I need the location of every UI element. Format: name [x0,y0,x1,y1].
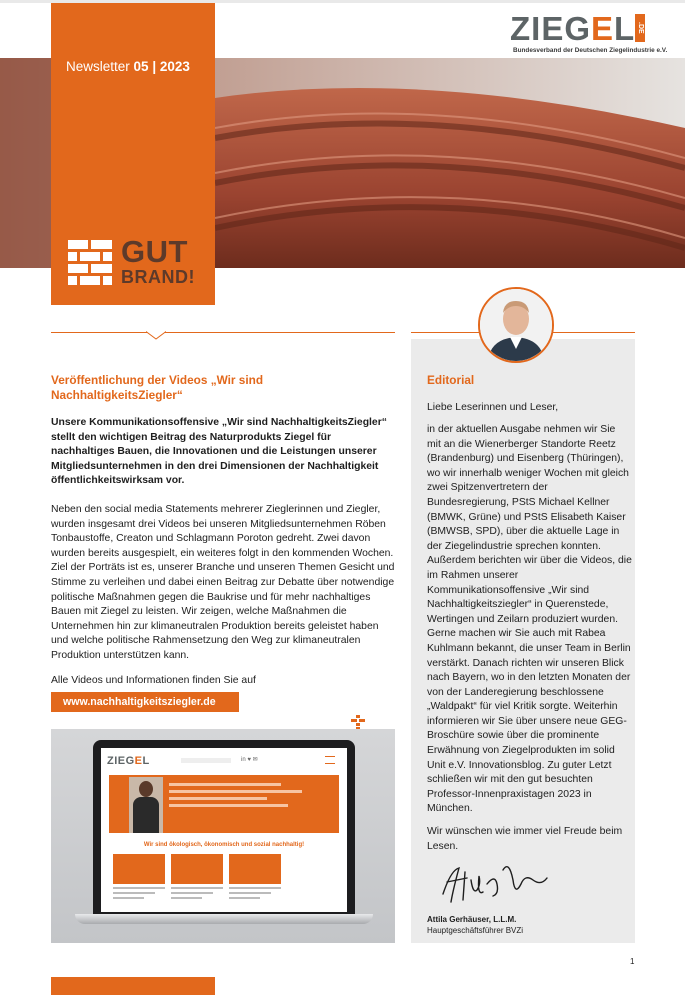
footer-orange-bar [51,977,215,995]
section-divider-left [51,332,395,333]
preview-menu-icon [325,756,335,764]
article-lead: Unsere Kommunikationsoffensive „Wir sind NachhaltigkeitsZiegler“ stellt den wichtigen Beitrag des Naturprodukts Ziegel für nachhaltiges Bauen, die Innovationen und die Leistungen unserer Mitgliedsunternehmen in den drei Dimensionen der Nachhaltigkeit öffentlichkeitswirksam vor. [51,417,387,487]
editorial-closing: Wir wünschen wie immer viel Freude beim Lesen. [427,826,623,852]
logo-subtitle: Bundesverband der Deutschen Ziegelindustrie e.V. [513,47,668,54]
website-link[interactable]: www.nachhaltigkeitsziegler.de [51,692,239,712]
editorial-greeting: Liebe Leserinnen und Leser, [427,402,559,413]
preview-nav [181,758,231,763]
signer-role: Hauptgeschäftsführer BVZi [427,926,524,935]
article-title: Veröffentlichung der Videos „Wir sind NachhaltigkeitsZiegler“ [51,373,264,402]
signer-name: Attila Gerhäuser, L.L.M. [427,915,517,924]
gut-brand-mark [68,234,208,292]
brick-wall-icon [68,240,112,286]
preview-banner-text [169,783,309,811]
brand-line-gut: GUT [121,234,188,269]
editorial-heading: Editorial [427,373,475,387]
author-portrait [478,287,554,363]
article-body: Neben den social media Statements mehrerer Zieglerinnen und Ziegler, wurden insgesamt drei Videos bei unseren Mitgliedsunternehmen Röben Tonbaustoffe, Creaton und Schlagmann Poroton gedreht. Zwei davon wurden bereits ausgespielt, ein weiteres folgt in den kommenden Wochen. Ziel der Porträts ist es, unserer Branche und unseren Themen Gesicht und Stimme zu verleihen und dabei einen Beitrag zur Debatte über notwendige politische Maßnahmen gegen die Baukrise und für mehr nachhaltiges Bauen mit Ziegel zu leisten. Wir zeigen, welche Maßnahmen die Unternehmen hin zur klimaneutralen Produktion bereits geleistet haben und welche politische Rahmensetzung den Weg zur klimaneutralen Produktion unterstützen kann. [51,504,395,661]
logo-wordmark: ZIEGEL [510,10,636,47]
preview-person-body [133,797,159,833]
preview-person-head [139,781,153,797]
handwritten-signature [437,850,552,912]
preview-thumb [229,854,281,884]
website-laptop-image [51,729,395,943]
preview-thumb [113,854,165,884]
laptop-screen [93,740,355,914]
preview-logo: ZIEGEL [107,755,150,767]
preview-thumb-caption [229,887,281,903]
laptop-base [75,914,373,924]
preview-video-thumbs [109,854,339,908]
preview-thumb-caption [113,887,165,903]
preview-headline: Wir sind ökologisch, ökonomisch und sozial nachhaltig! [143,842,305,848]
preview-thumb [171,854,223,884]
ziegel-logo[interactable] [510,10,668,56]
editorial-text: in der aktuellen Ausgabe nehmen wir Sie mit an die Wienerberger Standorte Reetz (Brandenburg) und Eisenberg (Thüringen), wo wir innerhalb weniger Wochen mit gleich zwei Spitzenvertretern der Bundesregierung, PStS Michael Kellner (BMWK, Grüne) und PStS Elisabeth Kaiser (BMWSB, SPD), über die aktuelle Lage in der Ziegelindustrie sprechen konnten. Außerdem berichten wir über die Videos, die im Rahmen unserer Kommunikationsoffensive „Wir sind Nachhaltigkeitsziegler“ in Querenstede, Wertingen und Zeilarn produziert wurden. Gerne machen wir Sie auch mit Rabea Kuhlmann bekannt, die unser Team in Berlin verstärkt. Danach richten wir unseren Blick nach Bayern, wo in den letzten Monaten der von der Landeregierung beschlossene „Waldpakt“ für viel Kritik sorgte. Weiterhin informieren wir Sie über unsere neue GEG-Broschüre sowie über die prominente Erwähnung von Ziegelprodukten im solid Unit e.V. Innovationsblog. Zu guter Letzt schließen wir mit den gut besuchten Professor-Innenpraxistagen 2023 in München. [427,424,632,815]
author-photo [480,289,552,361]
preview-banner [109,775,339,833]
page-number: 1 [630,957,635,966]
videos-intro: Alle Videos und Informationen finden Sie auf [51,675,256,686]
preview-thumb-caption [171,887,223,903]
newsletter-issue: Newsletter 05 | 2023 [66,59,190,74]
preview-social-icons: in ♥ ✉ [241,757,258,763]
logo-de-tag: .DE [635,14,645,42]
brand-line-brand: BRAND! [121,267,195,287]
website-preview [101,748,347,912]
